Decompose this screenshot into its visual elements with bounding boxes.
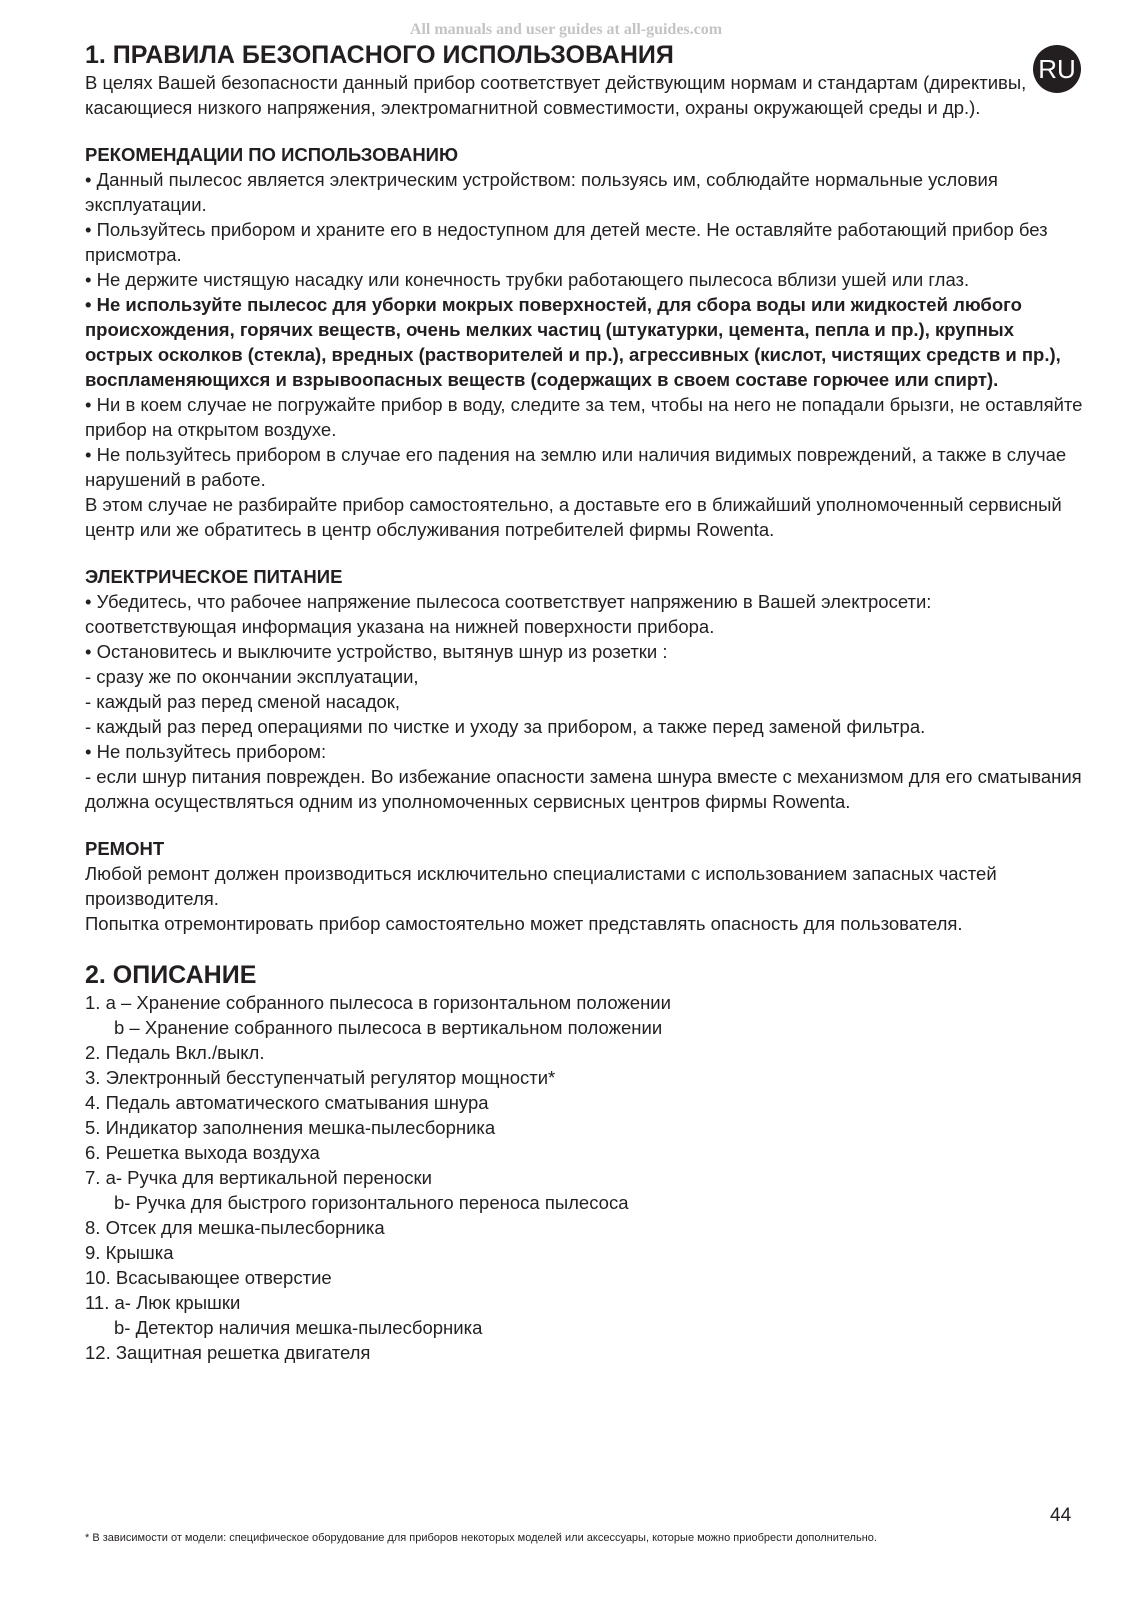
- description-item: 8. Отсек для мешка-пылесборника: [85, 1217, 385, 1238]
- description-item: 4. Педаль автоматического сматывания шнура: [85, 1092, 489, 1113]
- description-item: 6. Решетка выхода воздуха: [85, 1142, 320, 1163]
- usage-item: • Не пользуйтесь прибором в случае его падения на землю или наличия видимых повреждений, а также в случае нарушений в работе.: [85, 444, 1067, 490]
- power-item: - каждый раз перед операциями по чистке и уходу за прибором, а также перед заменой фильтра.: [85, 716, 926, 737]
- repair-item: Любой ремонт должен производиться исключительно специалистами с использованием запасных частей производителя.: [85, 863, 997, 909]
- power-item: - если шнур питания поврежден. Во избежание опасности замена шнура вместе с механизмом для его сматывания должна осуществляться одним из уполномоченных сервисных центров фирмы Rowenta.: [85, 766, 1082, 812]
- page-number: 44: [1050, 1505, 1072, 1526]
- power-item: - каждый раз перед сменой насадок,: [85, 691, 401, 712]
- description-list: [85, 990, 1085, 1365]
- description-item: 9. Крышка: [85, 1242, 174, 1263]
- description-item: 2. Педаль Вкл./выкл.: [85, 1042, 265, 1063]
- description-item: 12. Защитная решетка двигателя: [85, 1342, 371, 1363]
- description-item: 1. a – Хранение собранного пылесоса в горизонтальном положении: [85, 992, 671, 1013]
- footnote: * В зависимости от модели: специфическое оборудование для приборов некоторых моделей или аксессуары, которые можно приобрести дополнительно.: [85, 1532, 877, 1544]
- description-item: b- Ручка для быстрого горизонтального переноса пылесоса: [114, 1192, 629, 1213]
- power-item: - сразу же по окончании эксплуатации,: [85, 666, 419, 687]
- description-item: 7. a- Ручка для вертикальной переноски: [85, 1167, 432, 1188]
- usage-item: • Данный пылесос является электрическим устройством: пользуясь им, соблюдайте нормальные условия эксплуатации.: [85, 169, 998, 215]
- watermark-text: All manuals and user guides at all-guides.com: [409, 21, 723, 38]
- description-item: 5. Индикатор заполнения мешка-пылесборника: [85, 1117, 496, 1138]
- section-2-title: 2. ОПИСАНИЕ: [85, 961, 257, 989]
- language-badge: RU: [1033, 45, 1081, 93]
- usage-warning-bold: • Не используйте пылесос для уборки мокрых поверхностей, для сбора воды или жидкостей любого происхождения, горячих веществ, очень мелких частиц (штукатурки, цемента, пепла и пр.), крупных острых осколков (стекла), вредных (растворителей и пр.), агрессивных (кислот, чистящих средств и пр.), воспламеняющихся и взрывоопасных веществ (содержащих в своем составе горючее или спирт).: [85, 294, 1061, 390]
- usage-item: • Пользуйтесь прибором и храните его в недоступном для детей месте. Не оставляйте работающий прибор без присмотра.: [85, 219, 1048, 265]
- usage-item: В этом случае не разбирайте прибор самостоятельно, а доставьте его в ближайший уполномоченный сервисный центр или же обратитесь в центр обслуживания потребителей фирмы Rowenta.: [85, 494, 1062, 540]
- power-item: • Не пользуйтесь прибором:: [85, 741, 327, 762]
- description-item: b – Хранение собранного пылесоса в вертикальном положении: [114, 1017, 663, 1038]
- section-1-intro: В целях Вашей безопасности данный прибор соответствует действующим нормам и стандартам (директивы, касающиеся низкого напряжения, электромагнитной совместимости, охраны окружающей среды и др.).: [85, 72, 1027, 118]
- repair-heading: РЕМОНТ: [85, 838, 165, 859]
- description-item: 10. Всасывающее отверстие: [85, 1267, 332, 1288]
- description-item: 11. a- Люк крышки: [85, 1292, 241, 1313]
- power-heading: ЭЛЕКТРИЧЕСКОЕ ПИТАНИЕ: [85, 566, 343, 587]
- section-1-title: 1. ПРАВИЛА БЕЗОПАСНОГО ИСПОЛЬЗОВАНИЯ: [85, 41, 674, 69]
- usage-heading: РЕКОМЕНДАЦИИ ПО ИСПОЛЬЗОВАНИЮ: [85, 144, 459, 165]
- power-item: • Остановитесь и выключите устройство, вытянув шнур из розетки :: [85, 641, 668, 662]
- usage-item: • Не держите чистящую насадку или конечность трубки работающего пылесоса вблизи ушей или глаз.: [85, 269, 970, 290]
- usage-item: • Ни в коем случае не погружайте прибор в воду, следите за тем, чтобы на него не попадали брызги, не оставляйте прибор на открытом воздухе.: [85, 394, 1083, 440]
- repair-item: Попытка отремонтировать прибор самостоятельно может представлять опасность для пользователя.: [85, 913, 963, 934]
- power-item: • Убедитесь, что рабочее напряжение пылесоса соответствует напряжению в Вашей электросети: соответствующая информация указана на нижней поверхности прибора.: [85, 591, 932, 637]
- description-item: 3. Электронный бесступенчатый регулятор мощности*: [85, 1067, 556, 1088]
- description-item: b- Детектор наличия мешка-пылесборника: [114, 1317, 483, 1338]
- page-content: [85, 40, 1085, 1365]
